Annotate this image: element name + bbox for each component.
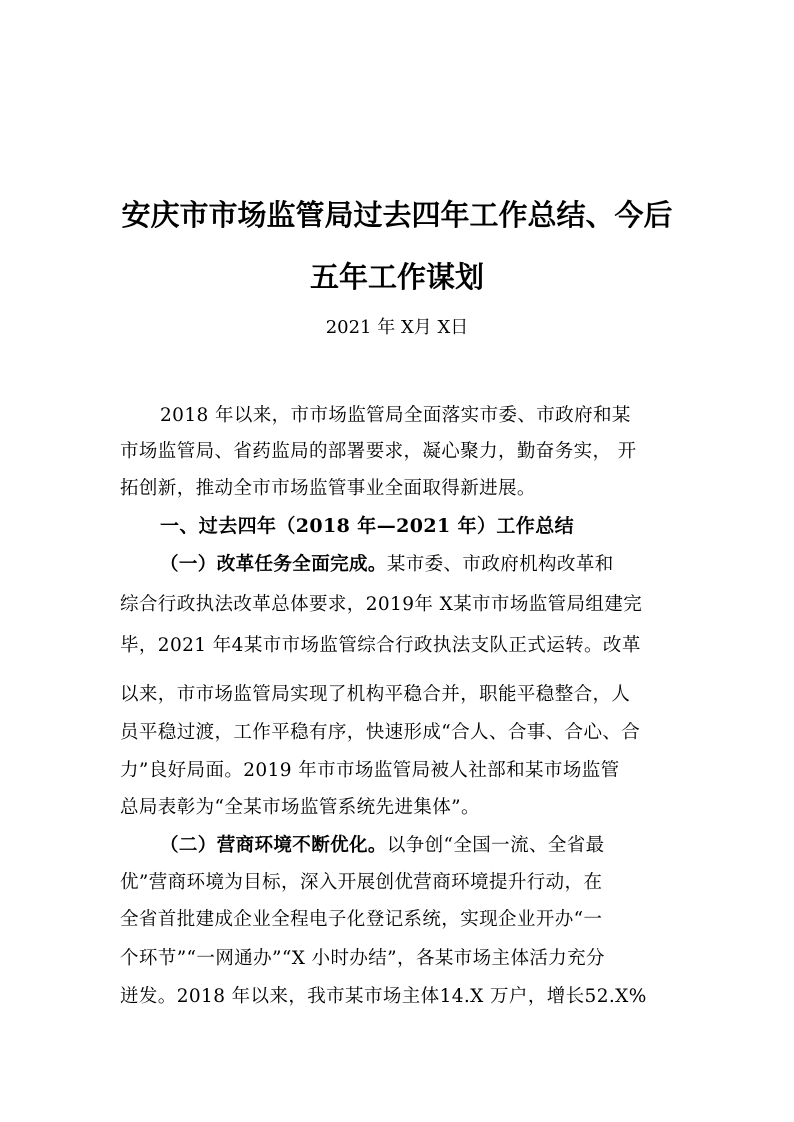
document-title-line-2: 五年工作谋划 <box>309 260 484 294</box>
document-date: 2021 年 X月 X日 <box>325 317 469 338</box>
sub2-line-1: 以争创“全国一流、全省最 <box>386 835 605 856</box>
sub1-lead: （一）改革任务全面完成。 <box>160 554 387 575</box>
sub1-first-line <box>160 550 690 576</box>
sub1-line-2: 综合行政执法改革总体要求，2019年 X某市市场监管局组建完 <box>120 594 643 615</box>
section-heading-1: 一、过去四年（2018 年—2021 年）工作总结 <box>160 515 574 537</box>
sub1-line-4: 以来，市市场监管局实现了机构平稳合并，职能平稳整合，人 <box>120 684 631 705</box>
sub1-line-3: 毕，2021 年4某市市场监管综合行政执法支队正式运转。改革 <box>120 635 641 656</box>
sub1-line-5: 员平稳过渡，工作平稳有序，快速形成“合人、合事、合心、合 <box>120 722 641 743</box>
sub2-line-5: 迸发。2018 年以来，我市某市场主体14.X 万户，增长52.X% <box>120 986 647 1007</box>
sub2-line-2: 优”营商环境为目标，深入开展创优营商环境提升行动，在 <box>120 872 603 893</box>
intro-line-1: 2018 年以来，市市场监管局全面落实市委、市政府和某 <box>160 405 631 426</box>
sub1-line-6: 力”良好局面。2019 年市市场监管局被人社部和某市场监管 <box>120 760 620 781</box>
intro-line-3: 拓创新，推动全市市场监管事业全面取得新进展。 <box>120 478 536 499</box>
sub2-line-3: 全省首批建成企业全程电子化登记系统，实现企业开办“一 <box>120 909 603 930</box>
sub1-line-1: 某市委、市政府机构改革和 <box>386 554 614 575</box>
sub2-lead: （二）营商环境不断优化。 <box>160 835 387 856</box>
sub2-line-4: 个环节”“一网通办”“X 小时办结”，各某市场主体活力充分 <box>120 948 605 969</box>
sub1-line-7: 总局表彰为“全某市场监管系统先进集体”。 <box>120 797 480 818</box>
document-title-line-1: 安庆市市场监管局过去四年工作总结、今后 <box>121 198 673 232</box>
intro-line-2: 市场监管局、省药监局的部署要求，凝心聚力，勤奋务实， 开 <box>120 441 637 462</box>
sub2-first-line <box>160 831 690 857</box>
